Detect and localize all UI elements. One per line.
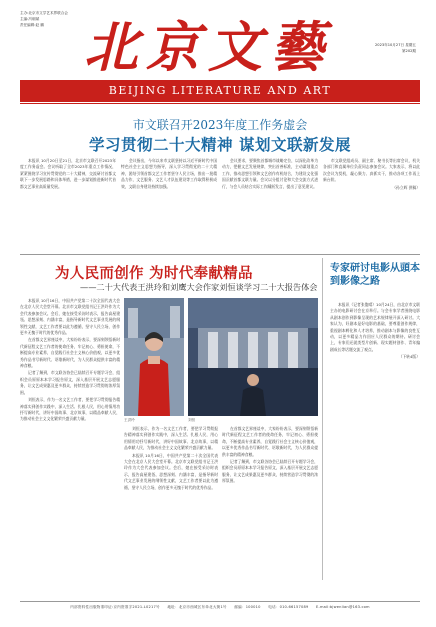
photo-caption-wang: 王洪玲 <box>124 418 135 422</box>
issue-date: 2023年10月27日 星期五 <box>375 43 416 47</box>
article1-column-4 <box>323 158 420 250</box>
article1-column-1 <box>20 158 116 250</box>
article2-paragraph: 刘恒表示，作为一名文艺工作者，要把学习贯彻报告精神落实到创作实践中，深入生活、扎根人民，用心用情用功抒写新时代，讲好中国故事、北京故事，以精品奉献人民，为推动社会主义文化繁荣兴盛贡献力量。 <box>20 397 120 422</box>
photo-caption-liu: 刘恒 <box>188 418 196 422</box>
article2-subhead: ——二十大代表王洪玲和刘鹰大会作家刘恒谈学习二十大报告体会 <box>80 282 318 292</box>
article2-column-1 <box>20 298 120 594</box>
footer-imprint: 内部资料性出版物准印证:京内资准字2021-L0217号 地址：北京市西城区东单北大街1号 邮编：100010 电话：010-66157089 E-mail:bjwenlian@163.com <box>70 605 370 609</box>
article1-column-2 <box>121 158 217 250</box>
masthead <box>20 10 420 110</box>
masthead-meta-right <box>346 42 416 54</box>
portrait-photo-wang <box>124 298 184 416</box>
article1-paragraph: 会议要求，要聚焦首都城市战略定位，以深化改革为动力，把握文艺发展规律，突出首善标准，主动谋划重点工作，推动思想引领和文艺创作有机结合，为建设文化强国贡献首都文联力量。会议以分组讨论和大会交流方式进行，与会人员结合实际工作踊跃发言，提出了意见建议。 <box>222 158 318 189</box>
group-photo-hall <box>188 298 318 416</box>
publisher-line: 主办:北京市文学艺术界联合会 <box>20 11 68 15</box>
masthead-thin-rule <box>20 103 420 104</box>
article2-paragraph: 记者了解到，市文联各协会已陆续召开专题学习会，组织会员原原本本学习报告原文，深入基层开展文艺志愿服务，让文艺成果惠及更多群众，持续营造学习贯彻的浓厚氛围。 <box>20 370 120 395</box>
section-divider <box>20 254 420 255</box>
article1-paragraph: 会议指出，今年以来市文联坚持以习近平新时代中国特色社会主义思想为指导，深入学习贯彻党的二十大精神，团结引领首都文艺工作者坚守人民立场，推出一批精品力作，文艺服务、文艺人才队伍建设等工作取得积极成效，文联自身建设持续加强。 <box>121 158 217 189</box>
responsible-editor-line: 责任编辑:赵 鹏 <box>20 23 44 27</box>
editor-line: 主编:冯朝斌 <box>20 17 40 21</box>
article2-column-2 <box>124 426 218 594</box>
masthead-title: 北京文藝 <box>84 15 332 79</box>
article2-paragraph: 在首都文艺界座谈中，大家纷纷表示，要深刻领悟新时代新征程文艺工作者的使命任务，牢记初心、勇担使命，不断提高专业素养，自觉践行社会主义核心价值观，以更多优秀作品书写新时代、讴歌新时代，为人民群众提供丰富的精神食粮。 <box>20 337 120 369</box>
sidebar-continued-note: （下转4版） <box>398 354 420 360</box>
footer-rule <box>20 601 420 602</box>
article1-byline: （孙立辉 供稿） <box>392 184 420 190</box>
article2-paragraph: 刘恒表示，作为一名文艺工作者，要把学习贯彻报告精神落实到创作实践中，深入生活、扎根人民，用心用情用功抒写新时代，讲好中国故事、北京故事，以精品奉献人民，为推动社会主义文化繁荣兴盛贡献力量。 <box>124 426 218 451</box>
article1-column-3 <box>222 158 318 250</box>
article1-paragraph: 本报讯 10月20日至21日，北京市文联召开2023年度工作务虚会。会议听取了全市2023年重点工作情况，紧紧围绕学习宣传贯彻党的二十大精神，交流研讨首都文联下一步发展思路和具体举措，进一步谋划推进新时代首都文艺事业高质量发展。 <box>20 158 116 189</box>
sidebar-paragraph: 本报讯（记者张俊晴）10月24日，由北京市文联主办的电影研讨会在京举行。与会专家学者围绕电影从剧本创作到影像呈现的艺术规律展开深入研讨。大家认为，好剧本是好电影的基础，要尊重创作规律，重视剧本孵化和人才培养，推动剧本与影像的良性互动，以更多精品力作回应人民群众的期待。研讨会上，专家们还就类型片创新、现实题材创作、青年编剧成长等话题交流了观点。 <box>330 302 420 352</box>
sidebar-divider <box>322 258 323 580</box>
masthead-meta-left <box>20 10 80 28</box>
article1-kicker: 市文联召开2023年度工作务虚会 <box>132 118 308 132</box>
article2-headline: 为人民而创作 为时代奉献精品 <box>55 265 253 282</box>
article2-paragraph: 本报讯 10月16日，中国共产党第二十次全国代表大会在北京人民大会堂开幕。北京市文联党组书记王洪玲作为大会代表参加会议。会后，她在接受采访时表示，报告高屋建瓴、思想深刻、内涵丰富，是指导新时代文艺事业发展的纲领性文献，文艺工作者要以此为遵循，坚守人民立场，创作更多无愧于时代的优秀作品。 <box>124 452 218 490</box>
sidebar-column <box>330 302 420 592</box>
masthead-subtitle: BEIJING LITERATURE AND ART <box>108 84 332 97</box>
issue-number: 第202期 <box>401 49 416 53</box>
article1-paragraph: 市文联党组成员、副主席、秘书长等出席会议，机关各部门和直属单位负责同志参加会议。大家表示，将以此次会议为契机，凝心聚力、真抓实干，推动各项工作再上新台阶。 <box>323 158 420 183</box>
article1-headline: 学习贯彻二十大精神 谋划文联新发展 <box>89 136 351 154</box>
article2-paragraph: 本报讯 10月16日，中国共产党第二十次全国代表大会在北京人民大会堂开幕。北京市文联党组书记王洪玲作为大会代表参加会议。会后，她在接受采访时表示，报告高屋建瓴、思想深刻、内涵丰富，是指导新时代文艺事业发展的纲领性文献，文艺工作者要以此为遵循，坚守人民立场，创作更多无愧于时代的优秀作品。 <box>20 298 120 336</box>
article2-paragraph: 记者了解到，市文联各协会已陆续召开专题学习会，组织会员原原本本学习报告原文，深入基层开展文艺志愿服务，让文艺成果惠及更多群众，持续营造学习贯彻的浓厚氛围。 <box>222 459 318 484</box>
article2-column-3 <box>222 426 318 594</box>
article2-paragraph: 在首都文艺界座谈中，大家纷纷表示，要深刻领悟新时代新征程文艺工作者的使命任务，牢记初心、勇担使命，不断提高专业素养，自觉践行社会主义核心价值观，以更多优秀作品书写新时代、讴歌新时代，为人民群众提供丰富的精神食粮。 <box>222 426 318 457</box>
sidebar-headline: 专家研讨电影从頭本到影像之路 <box>330 263 420 287</box>
